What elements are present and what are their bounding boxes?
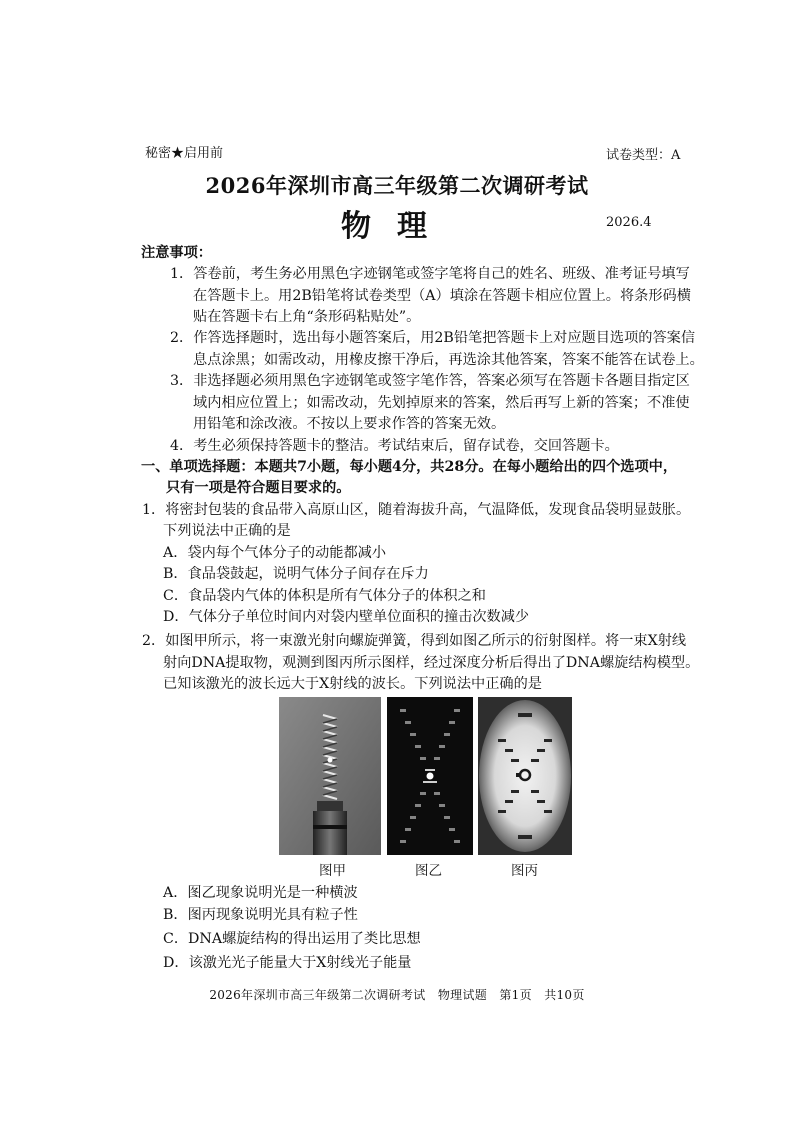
- notes-line: 域内相应位置上；如需改动，先划掉原来的答案，然后再写上新的答案；不准使: [193, 395, 690, 411]
- q2-option-c: C．DNA螺旋结构的得出运用了类比思想: [163, 931, 421, 947]
- paper-type-label: 试卷类型：A: [606, 148, 681, 163]
- notes-heading: 注意事项：: [141, 245, 212, 261]
- q2-stem-cont: 射向DNA提取物，观测到图丙所示图样，经过深度分析后得出了DNA螺旋结构模型。: [163, 655, 700, 671]
- q1-option-c: C．食品袋内气体的体积是所有气体分子的体积之和: [163, 588, 486, 604]
- figure-spring-photo: [279, 697, 381, 855]
- notes-line: 2．作答选择题时，选出每小题答案后，用2B铅笔把答题卡上对应题目选项的答案信: [170, 330, 696, 346]
- page-footer: 2026年深圳市高三年级第二次调研考试 物理试题 第1页 共10页: [209, 988, 585, 1002]
- q2-option-d: D．该激光光子能量大于X射线光子能量: [163, 955, 412, 971]
- q1-stem-cont: 下列说法中正确的是: [163, 523, 291, 539]
- q2-stem-cont: 已知该激光的波长远大于X射线的波长。下列说法中正确的是: [163, 676, 542, 692]
- section-heading: 一、单项选择题：本题共7小题，每小题4分，共28分。在每小题给出的四个选项中，: [141, 459, 678, 475]
- exam-title: 2026年深圳市高三年级第二次调研考试: [205, 173, 589, 198]
- notes-line: 在答题卡上。用2B铅笔将试卷类型（A）填涂在答题卡相应位置上。将条形码横: [193, 288, 691, 304]
- q1-option-a: A．袋内每个气体分子的动能都减小: [163, 545, 387, 561]
- caption-figure-b: 图乙: [415, 863, 442, 879]
- q2-option-a: A．图乙现象说明光是一种横波: [163, 885, 358, 901]
- notes-line: 3．非选择题必须用黑色字迹钢笔或签字笔作答，答案必须写在答题卡各题目指定区: [170, 373, 690, 389]
- subject-title: 物理: [341, 209, 453, 244]
- q2-stem: 2．如图甲所示，将一束激光射向螺旋弹簧，得到如图乙所示的衍射图样。将一束X射线: [142, 633, 687, 649]
- caption-figure-c: 图丙: [511, 863, 538, 879]
- secrecy-label: 秘密★启用前: [145, 146, 224, 161]
- q1-option-d: D．气体分子单位时间内对袋内壁单位面积的撞击次数减少: [163, 609, 530, 625]
- exam-date: 2026.4: [606, 215, 652, 230]
- q1-stem: 1．将密封包装的食品带入高原山区，随着海拔升高，气温降低，发现食品袋明显鼓胀。: [142, 502, 691, 518]
- notes-line: 贴在答题卡右上角“条形码粘贴处”。: [193, 309, 421, 325]
- notes-line: 4．考生必须保持答题卡的整洁。考试结束后，留存试卷，交回答题卡。: [170, 438, 619, 454]
- q1-option-b: B．食品袋鼓起，说明气体分子间存在斥力: [163, 566, 429, 582]
- notes-line: 用铅笔和涂改液。不按以上要求作答的答案无效。: [193, 416, 506, 432]
- figure-dna-xray-pattern: [478, 697, 572, 855]
- caption-figure-a: 图甲: [319, 863, 346, 879]
- section-heading-cont: 只有一项是符合题目要求的。: [166, 480, 351, 496]
- notes-line: 息点涂黑；如需改动，用橡皮擦干净后，再选涂其他答案，答案不能答在试卷上。: [193, 352, 704, 368]
- figure-diffraction-pattern: [387, 697, 473, 855]
- q2-option-b: B．图丙现象说明光具有粒子性: [163, 907, 358, 923]
- notes-line: 1．答卷前，考生务必用黑色字迹钢笔或签字笔将自己的姓名、班级、准考证号填写: [170, 266, 690, 282]
